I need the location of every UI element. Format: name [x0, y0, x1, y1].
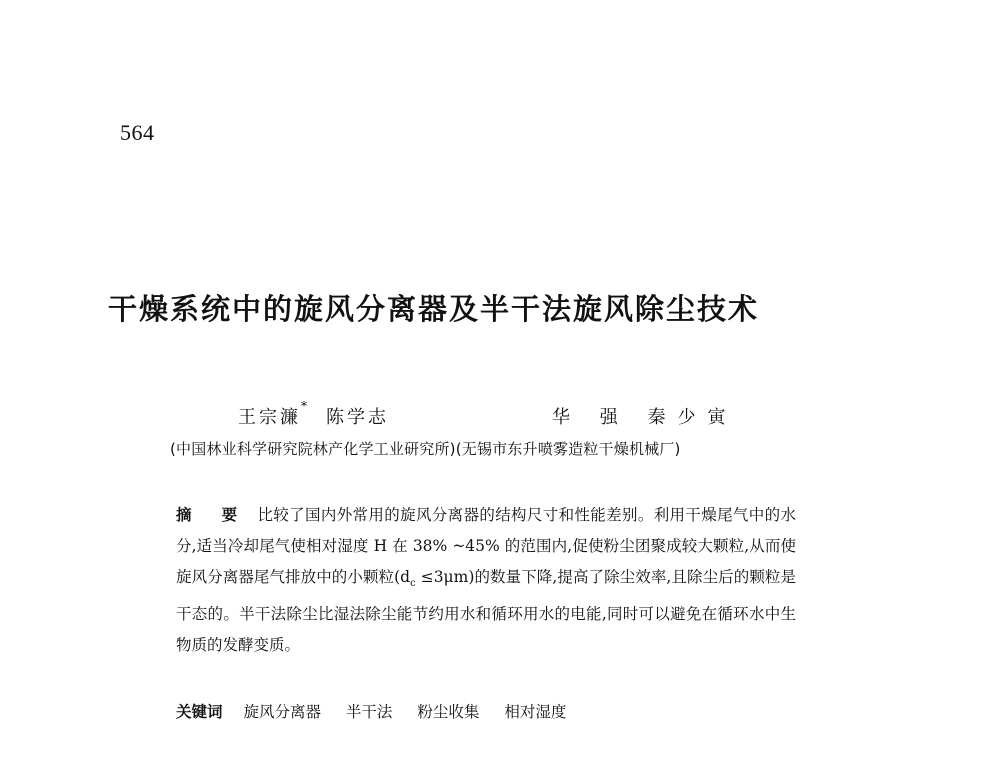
- affiliations: (中国林业科学研究院林产化学工业研究所)(无锡市东升喷雾造粒干燥机械厂): [170, 440, 681, 458]
- keywords: [176, 700, 586, 722]
- author-footnote-mark: *: [301, 399, 310, 413]
- abstract-text: 比较了国内外常用的旋风分离器的结构尺寸和性能差别。利用干燥尾气中的水分,适当冷却尾气使相对湿度 H 在 38% ~45% 的范围内,促使粉尘团聚成较大颗粒,从而使旋风分离器尾气排放中的小颗粒(d: [176, 506, 796, 586]
- authors-group-1: [238, 399, 389, 429]
- author-name: 陈学志: [326, 407, 389, 428]
- page-number: 564: [120, 120, 155, 145]
- author-name: 王宗濂: [238, 407, 301, 428]
- abstract-label: 摘 要: [176, 506, 250, 524]
- paper-title: 干燥系统中的旋风分离器及半干法旋风除尘技术: [108, 292, 760, 326]
- abstract: [176, 500, 796, 661]
- keyword: 粉尘收集: [417, 703, 480, 721]
- abstract-text-continued: ≤3μm)的数量下降,提高了除尘效率,且除尘后的颗粒是干态的。半干法除尘比湿法除尘能节约用水和循环用水的电能,同时可以避免在循环水中生物质的发酵变质。: [176, 568, 796, 655]
- keywords-label: 关键词: [176, 703, 223, 721]
- keyword: 相对湿度: [504, 703, 567, 721]
- abstract-subscript: c: [410, 578, 416, 590]
- keyword: 旋风分离器: [243, 703, 321, 721]
- authors-group-2: 华 强 秦少寅: [552, 407, 738, 428]
- keyword: 半干法: [345, 703, 393, 721]
